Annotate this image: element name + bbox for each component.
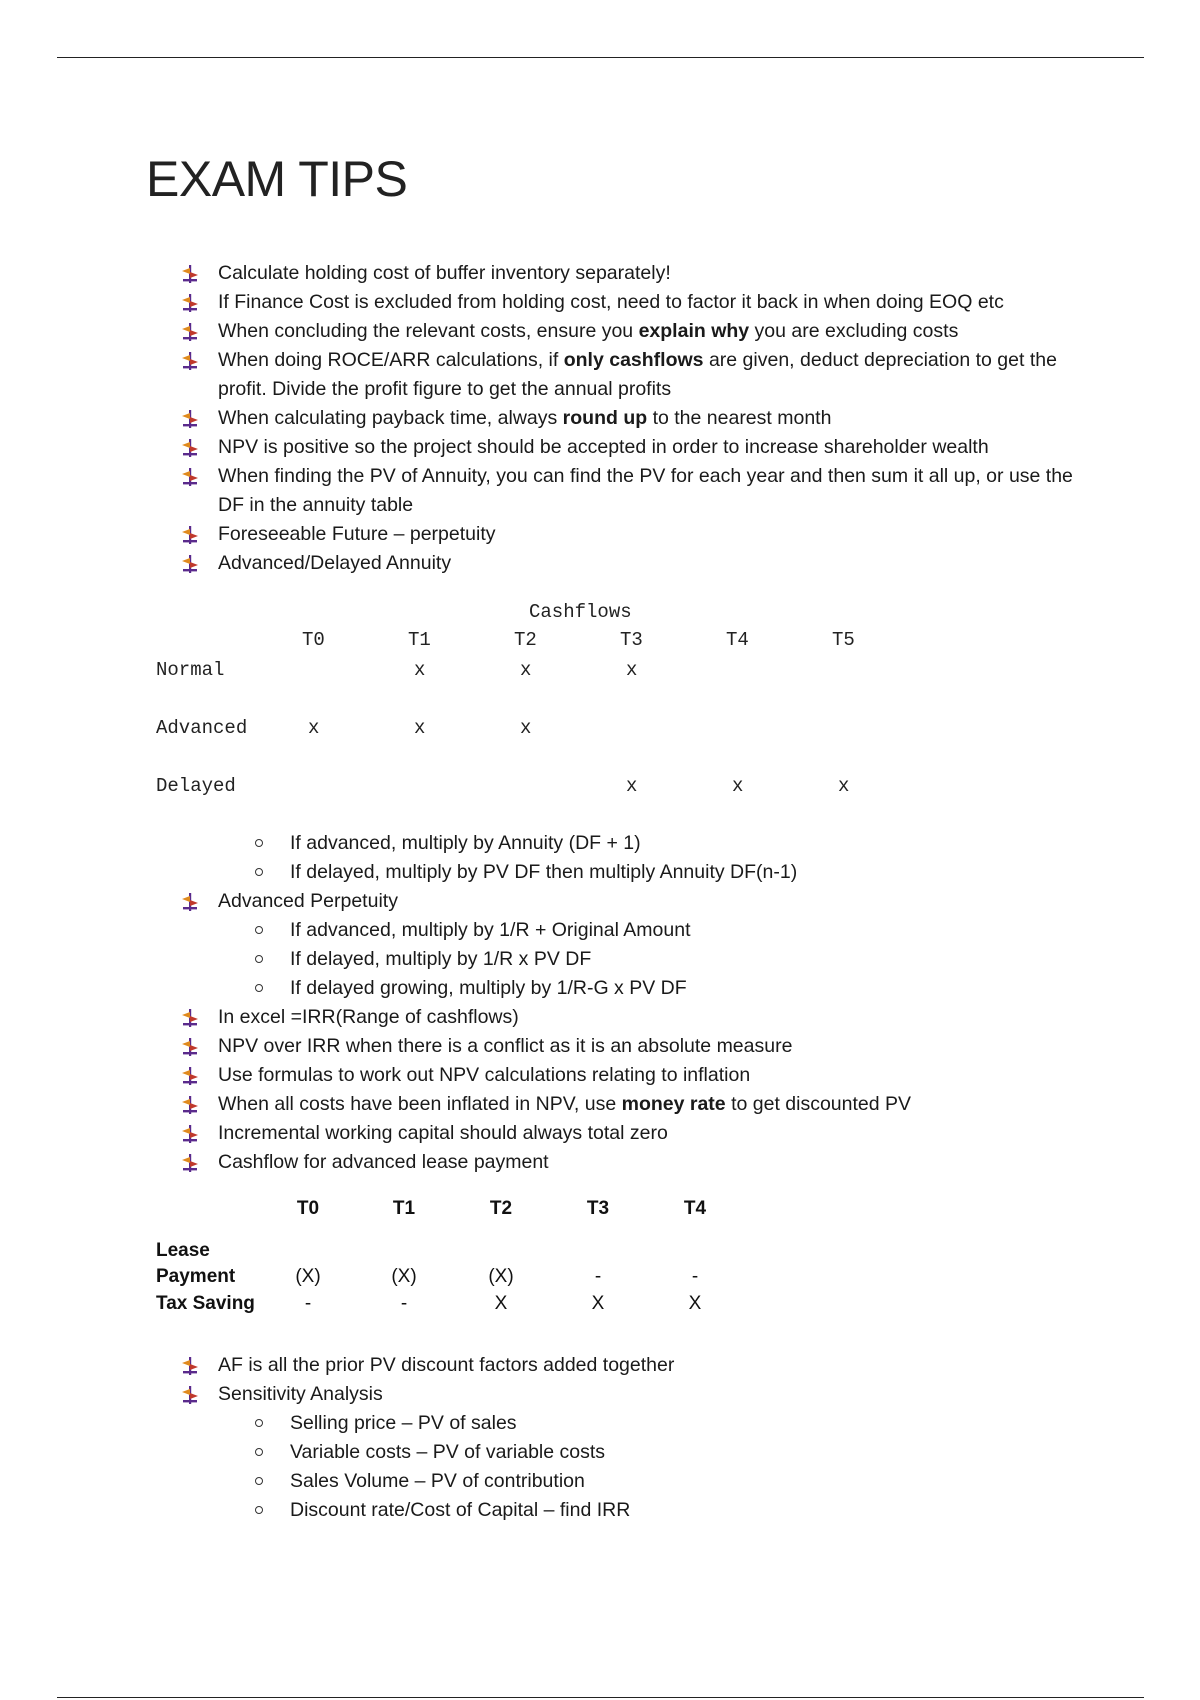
lease-cell: X <box>591 1293 605 1314</box>
tip-text-pre: Cashflow for advanced lease payment <box>218 1151 549 1173</box>
tip-item <box>180 1351 1080 1380</box>
tip-text-pre: If Finance Cost is excluded from holding cost, need to factor it back in when doing EOQ etc <box>218 291 1004 313</box>
sub-item-text: If advanced, multiply by 1/R + Original Amount <box>290 919 691 941</box>
tip-item <box>180 433 1080 462</box>
cashflows-header: T3 <box>620 629 643 651</box>
tip-text-bold: explain why <box>638 320 750 342</box>
cashflows-mark: x <box>520 659 532 681</box>
lease-cell: - <box>304 1293 312 1314</box>
tip-item <box>180 1119 1080 1148</box>
sub-item-text: If advanced, multiply by Annuity (DF + 1) <box>290 832 641 854</box>
bottom-rule <box>57 1697 1144 1698</box>
cashflows-mark: x <box>626 659 638 681</box>
tip-text-pre: Sensitivity Analysis <box>218 1383 383 1405</box>
tip-item <box>180 317 1080 346</box>
lease-cell: - <box>594 1266 602 1287</box>
cashflows-header: T4 <box>726 629 749 651</box>
lease-header: T4 <box>683 1198 707 1219</box>
tip-text: Advanced Perpetuity <box>218 890 398 912</box>
arrow-bullet-icon <box>180 322 200 342</box>
arrow-bullet-icon <box>180 264 200 284</box>
arrow-bullet-icon <box>180 525 200 545</box>
cashflows-row-label: Advanced <box>156 717 248 739</box>
arrow-bullet-icon <box>180 293 200 313</box>
arrow-bullet-icon <box>180 1153 200 1173</box>
tip-item <box>180 1061 1080 1090</box>
lease-cell: X <box>688 1293 702 1314</box>
sub-item <box>180 829 1080 858</box>
circle-bullet-icon <box>255 868 263 876</box>
lease-cell: - <box>691 1266 699 1287</box>
lease-header: T2 <box>489 1198 513 1219</box>
arrow-bullet-icon <box>180 554 200 574</box>
sub-item <box>180 1467 1080 1496</box>
tip-text-pre: Foreseeable Future – perpetuity <box>218 523 496 545</box>
tip-text-pre: When doing ROCE/ARR calculations, if <box>218 349 564 371</box>
cashflows-header: T0 <box>302 629 325 651</box>
arrow-bullet-icon <box>180 438 200 458</box>
tip-item <box>180 520 1080 549</box>
cashflows-mark: x <box>520 717 532 739</box>
lease-row-label: Tax Saving <box>156 1293 255 1314</box>
arrow-bullet-icon <box>180 1385 200 1405</box>
circle-bullet-icon <box>255 955 263 963</box>
sub-item-text: Variable costs – PV of variable costs <box>290 1441 606 1463</box>
arrow-bullet-icon <box>180 1356 200 1376</box>
circle-bullet-icon <box>255 926 263 934</box>
sub-item-text: If delayed, multiply by PV DF then multiply Annuity DF(n-1) <box>290 861 798 883</box>
tip-text-pre: When all costs have been inflated in NPV, use <box>218 1093 622 1115</box>
page-title: EXAM TIPS <box>146 151 408 207</box>
tip-item <box>180 1003 1080 1032</box>
arrow-bullet-icon <box>180 409 200 429</box>
tip-text-pre: AF is all the prior PV discount factors added together <box>218 1354 675 1376</box>
lease-header: T0 <box>296 1198 320 1219</box>
tip-text-pre: In excel =IRR(Range of cashflows) <box>218 1006 519 1028</box>
cashflows-caption: Cashflows <box>529 601 632 623</box>
tip-text-pre: NPV over IRR when there is a conflict as it is an absolute measure <box>218 1035 793 1057</box>
circle-bullet-icon <box>255 1506 263 1514</box>
sub-item-text: If delayed growing, multiply by 1/R-G x PV DF <box>290 977 687 999</box>
tip-text-pre: Incremental working capital should always total zero <box>218 1122 668 1144</box>
sub-item-text: If delayed, multiply by 1/R x PV DF <box>290 948 592 970</box>
tip-item <box>180 1380 1080 1409</box>
lease-cell: - <box>400 1293 408 1314</box>
tips-list-a <box>180 259 1080 578</box>
sub-item-text: Selling price – PV of sales <box>290 1412 517 1434</box>
sub-item <box>180 1409 1080 1438</box>
sub-item <box>180 1496 1080 1525</box>
cashflows-header: T5 <box>832 629 855 651</box>
cashflows-mark: x <box>308 717 320 739</box>
cashflows-header: T2 <box>514 629 537 651</box>
tip-text-pre: Calculate holding cost of buffer inventory separately! <box>218 262 671 284</box>
tip-item <box>180 1148 1080 1177</box>
tip-item <box>180 462 1080 520</box>
circle-bullet-icon <box>255 1448 263 1456</box>
arrow-bullet-icon <box>180 1066 200 1086</box>
tip-text-pre: Advanced/Delayed Annuity <box>218 552 452 574</box>
arrow-bullet-icon <box>180 1095 200 1115</box>
lease-cell: X <box>494 1293 508 1314</box>
tip-text-pre: Use formulas to work out NPV calculations relating to inflation <box>218 1064 751 1086</box>
lease-header: T1 <box>392 1198 416 1219</box>
arrow-bullet-icon <box>180 467 200 487</box>
sub-item <box>180 945 1080 974</box>
lease-row-label: Lease <box>156 1240 210 1261</box>
tip-item <box>180 288 1080 317</box>
sub-item-text: Sales Volume – PV of contribution <box>290 1470 585 1492</box>
tip-item <box>180 346 1080 404</box>
cashflows-mark: x <box>414 717 426 739</box>
sub-item <box>180 858 1080 887</box>
tip-text-pre: When finding the PV of Annuity, you can find the PV for each year and then sum it all up, or use the DF in the annuity table <box>218 465 1073 516</box>
arrow-bullet-icon <box>180 892 200 912</box>
tip-item <box>180 549 1080 578</box>
tip-item <box>180 404 1080 433</box>
arrow-bullet-icon <box>180 1124 200 1144</box>
circle-bullet-icon <box>255 984 263 992</box>
cashflows-mark: x <box>626 775 638 797</box>
lease-cell: (X) <box>391 1266 417 1287</box>
top-rule <box>57 57 1144 58</box>
tip-text-pre: NPV is positive so the project should be accepted in order to increase shareholder wealth <box>218 436 989 458</box>
sub-item-text: Discount rate/Cost of Capital – find IRR <box>290 1499 631 1521</box>
sub-item <box>180 916 1080 945</box>
tip-text-bold: money rate <box>621 1093 726 1115</box>
tips-list-b <box>180 829 1080 1177</box>
circle-bullet-icon <box>255 839 263 847</box>
tip-text-post: you are excluding costs <box>749 320 959 342</box>
tip-item-advanced-perpetuity <box>180 887 1080 916</box>
tip-text-post: to get discounted PV <box>725 1093 912 1115</box>
cashflows-mark: x <box>838 775 850 797</box>
arrow-bullet-icon <box>180 1037 200 1057</box>
tip-text-bold: round up <box>562 407 648 429</box>
tip-text-post: are given, deduct depreciation to get the profit. Divide the profit figure to get the annual profits <box>218 349 1057 400</box>
lease-cell: (X) <box>488 1266 514 1287</box>
tip-text-pre: When concluding the relevant costs, ensure you <box>218 320 639 342</box>
tip-text-pre: When calculating payback time, always <box>218 407 563 429</box>
lease-header: T3 <box>586 1198 610 1219</box>
cashflows-mark: x <box>732 775 744 797</box>
lease-row-label: Payment <box>156 1266 236 1287</box>
cashflows-row-label: Normal <box>156 659 225 681</box>
sub-item <box>180 974 1080 1003</box>
arrow-bullet-icon <box>180 351 200 371</box>
cashflows-row-label: Delayed <box>156 775 236 797</box>
lease-cell: (X) <box>295 1266 321 1287</box>
cashflows-mark: x <box>414 659 426 681</box>
circle-bullet-icon <box>255 1477 263 1485</box>
circle-bullet-icon <box>255 1419 263 1427</box>
tip-item <box>180 259 1080 288</box>
cashflows-header: T1 <box>408 629 431 651</box>
tips-list-c <box>180 1351 1080 1525</box>
tip-item <box>180 1032 1080 1061</box>
tip-item <box>180 1090 1080 1119</box>
tip-text-post: to the nearest month <box>647 407 832 429</box>
tip-text-bold: only cashflows <box>563 349 704 371</box>
sub-item <box>180 1438 1080 1467</box>
arrow-bullet-icon <box>180 1008 200 1028</box>
